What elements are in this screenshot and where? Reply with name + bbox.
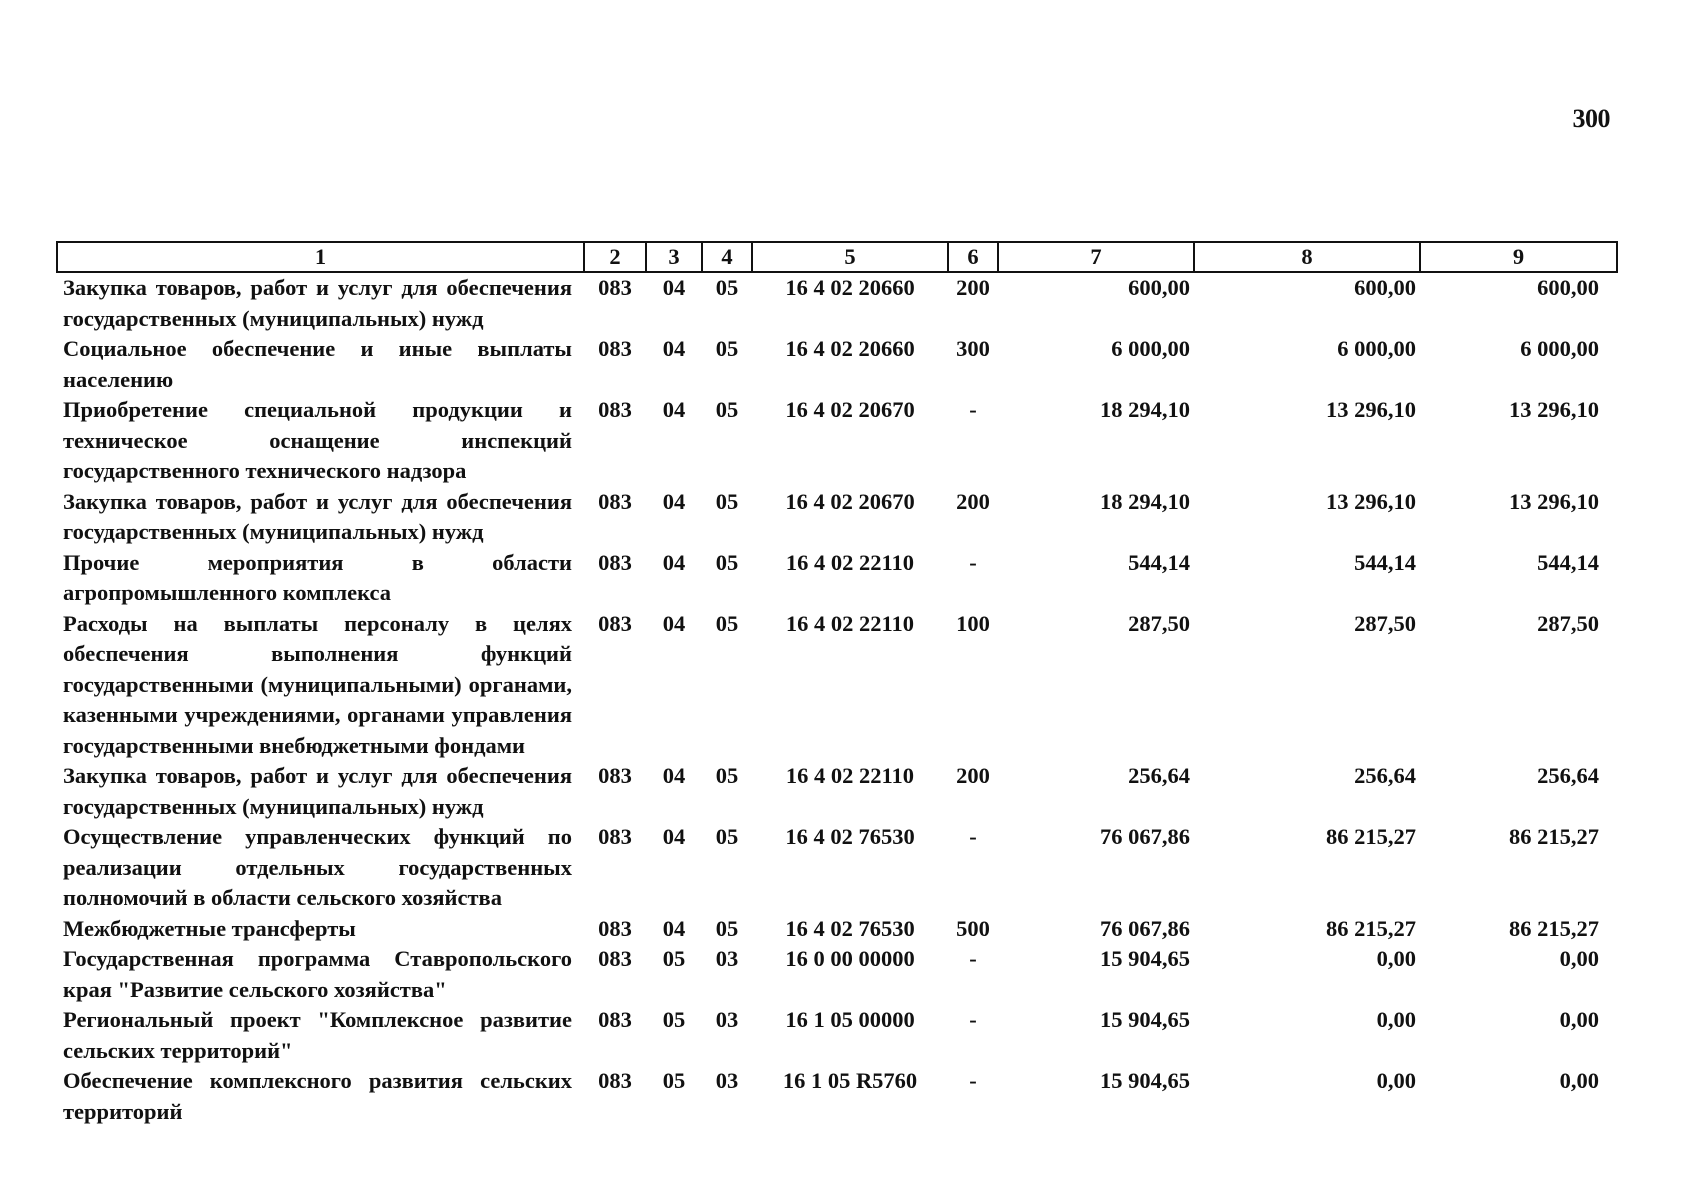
cell-code-2: 083: [598, 549, 632, 575]
cell-amount-8: 86 215,27: [1326, 915, 1416, 941]
cell-code-6: -: [969, 397, 977, 422]
cell-code-4: 05: [715, 915, 739, 941]
cell-description: Межбюджетные трансферты: [63, 915, 356, 941]
cell-code-5: 16 0 00 00000: [785, 946, 915, 971]
cell-description: Государственная программа Ставропольского края "Развитие сельского хозяйства": [63, 946, 572, 1002]
table-row: [57, 1066, 1617, 1127]
cell-code-4: 05: [715, 763, 739, 788]
cell-description: Региональный проект "Комплексное развитие сельских территорий": [63, 1007, 572, 1063]
column-header-1: 1: [57, 242, 584, 272]
cell-amount-9: 0,00: [1559, 1007, 1599, 1032]
cell-code-6: 200: [956, 275, 990, 300]
cell-amount-8: 544,14: [1354, 549, 1416, 575]
table-body: [57, 272, 1617, 1127]
cell-amount-8: 600,00: [1354, 275, 1416, 300]
cell-code-6: 500: [956, 915, 990, 941]
cell-code-2: 083: [598, 915, 632, 941]
cell-code-5: 16 4 02 76530: [785, 824, 915, 849]
cell-amount-9: 256,64: [1537, 763, 1599, 788]
cell-code-3: 04: [662, 488, 686, 514]
cell-code-6: -: [969, 824, 977, 849]
cell-amount-8: 6 000,00: [1337, 336, 1416, 361]
cell-code-4: 03: [715, 946, 739, 971]
table-row: [57, 334, 1617, 395]
cell-code-3: 04: [662, 610, 686, 636]
cell-code-2: 083: [598, 397, 632, 422]
cell-amount-7: 76 067,86: [1100, 915, 1190, 941]
cell-code-5: 16 4 02 22110: [785, 763, 915, 788]
cell-code-6: 300: [956, 336, 990, 361]
cell-amount-8: 13 296,10: [1326, 488, 1416, 514]
table-row: [57, 395, 1617, 487]
column-header-2: 2: [584, 242, 646, 272]
cell-amount-7: 15 904,65: [1100, 946, 1190, 971]
cell-code-5: 16 4 02 22110: [785, 610, 915, 636]
cell-code-2: 083: [598, 824, 632, 849]
cell-amount-9: 13 296,10: [1509, 488, 1599, 514]
cell-amount-7: 15 904,65: [1100, 1068, 1190, 1093]
cell-code-4: 05: [715, 610, 739, 636]
cell-amount-8: 86 215,27: [1326, 824, 1416, 849]
table-row: [57, 548, 1617, 609]
cell-amount-9: 0,00: [1559, 1068, 1599, 1093]
cell-code-4: 05: [715, 824, 739, 849]
cell-amount-7: 18 294,10: [1100, 488, 1190, 514]
cell-code-6: -: [969, 549, 977, 575]
cell-code-6: 200: [956, 488, 990, 514]
cell-amount-7: 544,14: [1128, 549, 1190, 575]
cell-description: Приобретение специальной продукции и техническое оснащение инспекций государственного технического надзора: [63, 397, 572, 483]
cell-code-5: 16 4 02 20660: [785, 336, 915, 361]
cell-code-3: 05: [662, 946, 686, 971]
cell-code-2: 083: [598, 488, 632, 514]
table-row: [57, 914, 1617, 945]
page-number: 300: [1572, 104, 1610, 133]
cell-code-4: 05: [715, 336, 739, 361]
cell-description: Осуществление управленческих функций по реализации отдельных государственных полномочий в области сельского хозяйства: [63, 824, 572, 910]
table-row: [57, 609, 1617, 762]
table-row: [57, 1005, 1617, 1066]
cell-description: Социальное обеспечение и иные выплаты населению: [63, 336, 572, 392]
cell-code-2: 083: [598, 763, 632, 788]
cell-amount-9: 13 296,10: [1509, 397, 1599, 422]
cell-amount-9: 544,14: [1537, 549, 1599, 575]
table-row: [57, 272, 1617, 334]
table-row: [57, 944, 1617, 1005]
cell-code-2: 083: [598, 1007, 632, 1032]
column-header-9: 9: [1420, 242, 1617, 272]
cell-amount-8: 287,50: [1354, 610, 1416, 636]
cell-code-4: 05: [715, 488, 739, 514]
cell-description: Обеспечение комплексного развития сельских территорий: [63, 1068, 572, 1124]
cell-amount-8: 0,00: [1376, 946, 1416, 971]
cell-amount-9: 0,00: [1559, 946, 1599, 971]
cell-amount-8: 0,00: [1376, 1068, 1416, 1093]
cell-description: Закупка товаров, работ и услуг для обеспечения государственных (муниципальных) нужд: [63, 275, 572, 331]
cell-code-3: 05: [662, 1007, 686, 1032]
table-row: [57, 822, 1617, 914]
cell-code-3: 04: [662, 275, 686, 300]
cell-code-3: 04: [662, 336, 686, 361]
cell-code-6: -: [969, 1007, 977, 1032]
cell-amount-7: 76 067,86: [1100, 824, 1190, 849]
cell-code-3: 04: [662, 397, 686, 422]
cell-description: Прочие мероприятия в области агропромышленного комплекса: [63, 549, 572, 605]
cell-code-4: 03: [715, 1007, 739, 1032]
cell-code-2: 083: [598, 1068, 632, 1093]
cell-code-3: 05: [662, 1068, 686, 1093]
cell-code-5: 16 4 02 22110: [785, 549, 915, 575]
cell-code-5: 16 1 05 R5760: [782, 1068, 918, 1093]
cell-amount-9: 287,50: [1537, 610, 1599, 636]
cell-amount-9: 86 215,27: [1509, 915, 1599, 941]
cell-code-6: 200: [956, 763, 990, 788]
cell-code-4: 05: [715, 275, 739, 300]
cell-amount-7: 18 294,10: [1100, 397, 1190, 422]
cell-code-3: 04: [662, 824, 686, 849]
cell-code-4: 05: [715, 397, 739, 422]
cell-code-5: 16 1 05 00000: [785, 1007, 915, 1032]
table-row: [57, 761, 1617, 822]
header-row: [57, 242, 1617, 272]
cell-amount-7: 287,50: [1128, 610, 1190, 636]
cell-code-2: 083: [598, 946, 632, 971]
cell-code-3: 04: [662, 763, 686, 788]
budget-table: [56, 241, 1618, 1127]
column-header-3: 3: [646, 242, 702, 272]
cell-amount-7: 600,00: [1128, 275, 1190, 300]
cell-amount-7: 15 904,65: [1100, 1007, 1190, 1032]
cell-code-5: 16 4 02 76530: [785, 915, 915, 941]
cell-description: Закупка товаров, работ и услуг для обеспечения государственных (муниципальных) нужд: [63, 763, 572, 819]
cell-code-3: 04: [662, 915, 686, 941]
cell-description: Расходы на выплаты персоналу в целях обеспечения выполнения функций государственными (муниципальными) органами, казенными учреждениями, органами управления государственными внебюджетными фондами: [63, 610, 572, 758]
column-header-6: 6: [948, 242, 998, 272]
cell-code-3: 04: [662, 549, 686, 575]
column-header-7: 7: [998, 242, 1194, 272]
cell-amount-7: 6 000,00: [1111, 336, 1190, 361]
cell-code-5: 16 4 02 20670: [785, 397, 915, 422]
cell-amount-9: 600,00: [1537, 275, 1599, 300]
cell-code-6: -: [969, 946, 977, 971]
cell-code-5: 16 4 02 20660: [785, 275, 915, 300]
cell-code-6: 100: [956, 610, 990, 636]
cell-amount-9: 6 000,00: [1520, 336, 1599, 361]
column-header-4: 4: [702, 242, 752, 272]
cell-description: Закупка товаров, работ и услуг для обеспечения государственных (муниципальных) нужд: [63, 488, 572, 544]
cell-amount-9: 86 215,27: [1509, 824, 1599, 849]
cell-amount-8: 0,00: [1376, 1007, 1416, 1032]
cell-code-2: 083: [598, 610, 632, 636]
column-header-8: 8: [1194, 242, 1420, 272]
column-header-5: 5: [752, 242, 948, 272]
cell-amount-8: 256,64: [1354, 763, 1416, 788]
cell-amount-7: 256,64: [1128, 763, 1190, 788]
cell-amount-8: 13 296,10: [1326, 397, 1416, 422]
table-row: [57, 487, 1617, 548]
cell-code-6: -: [969, 1068, 977, 1093]
cell-code-2: 083: [598, 336, 632, 361]
cell-code-5: 16 4 02 20670: [785, 488, 915, 514]
cell-code-4: 05: [715, 549, 739, 575]
cell-code-2: 083: [598, 275, 632, 300]
table-header: [57, 242, 1617, 272]
cell-code-4: 03: [715, 1068, 739, 1093]
